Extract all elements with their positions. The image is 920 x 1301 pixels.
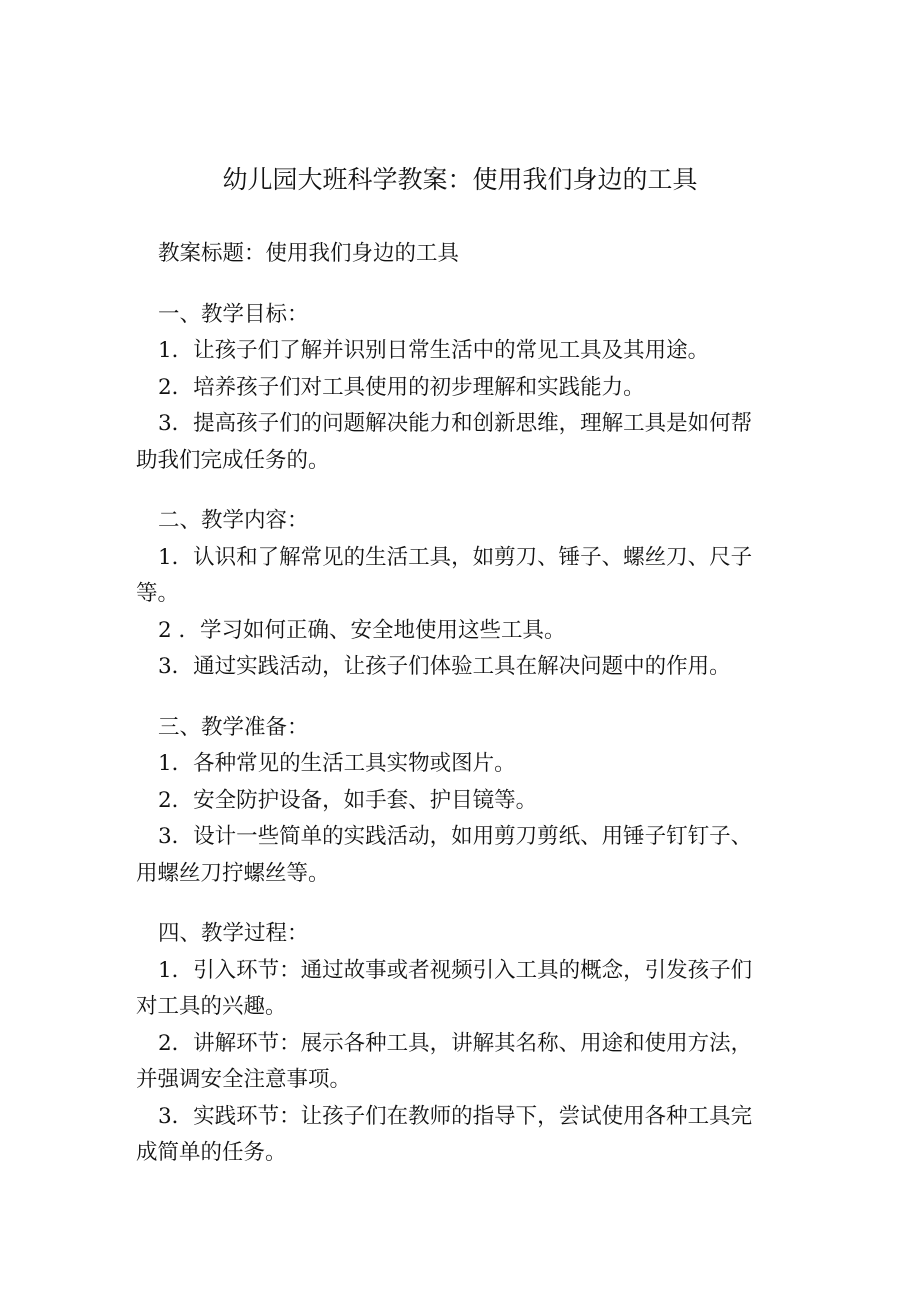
list-item: 2．培养孩子们对工具使用的初步理解和实践能力。 [158,374,645,400]
list-item-continuation: 成简单的任务。 [136,1140,287,1165]
list-item: 1．各种常见的生活工具实物或图片。 [158,751,516,776]
document-body [136,236,796,1172]
list-item: 3．提高孩子们的问题解决能力和创新思维，理解工具是如何帮 [158,411,753,436]
list-item: 2．讲解环节：展示各种工具，讲解其名称、用途和使用方法， [158,1030,753,1056]
section-teaching-goals [136,297,796,480]
section-heading: 二、教学内容： [158,508,309,533]
list-item: 3．设计一些简单的实践活动，如用剪刀剪纸、用锤子钉钉子、 [158,824,753,849]
section-heading: 三、教学准备： [158,714,309,740]
lesson-title-line: 教案标题：使用我们身边的工具 [158,241,460,266]
list-item-continuation: 用螺丝刀拧螺丝等。 [136,860,330,886]
document-title: 幼儿园大班科学教案：使用我们身边的工具 [222,165,698,194]
section-teaching-process [136,916,796,1172]
list-item: 3．实践环节：让孩子们在教师的指导下，尝试使用各种工具完 [158,1103,753,1129]
list-item-continuation: 等。 [136,581,180,606]
list-item-continuation: 助我们完成任务的。 [136,447,330,473]
section-gap [136,686,796,710]
section-gap [136,479,796,503]
section-heading: 四、教学过程： [158,921,309,946]
list-item: 2．安全防护设备，如手套、护目镜等。 [158,787,538,813]
list-item: 2 ．学习如何正确、安全地使用这些工具。 [158,617,566,643]
section-gap [136,892,796,916]
list-item: 1．引入环节：通过故事或者视频引入工具的概念，引发孩子们 [158,957,753,983]
list-item-continuation: 并强调安全注意事项。 [136,1067,352,1092]
section-teaching-preparation [136,710,796,893]
list-item: 3．通过实践活动，让孩子们体验工具在解决问题中的作用。 [158,654,731,679]
list-item: 1．让孩子们了解并识别日常生活中的常见工具及其用途。 [158,338,710,363]
section-heading: 一、教学目标： [158,301,309,327]
list-item-continuation: 对工具的兴趣。 [136,994,287,1019]
list-item: 1．认识和了解常见的生活工具，如剪刀、锤子、螺丝刀、尺子 [158,544,753,570]
section-teaching-content [136,503,796,686]
